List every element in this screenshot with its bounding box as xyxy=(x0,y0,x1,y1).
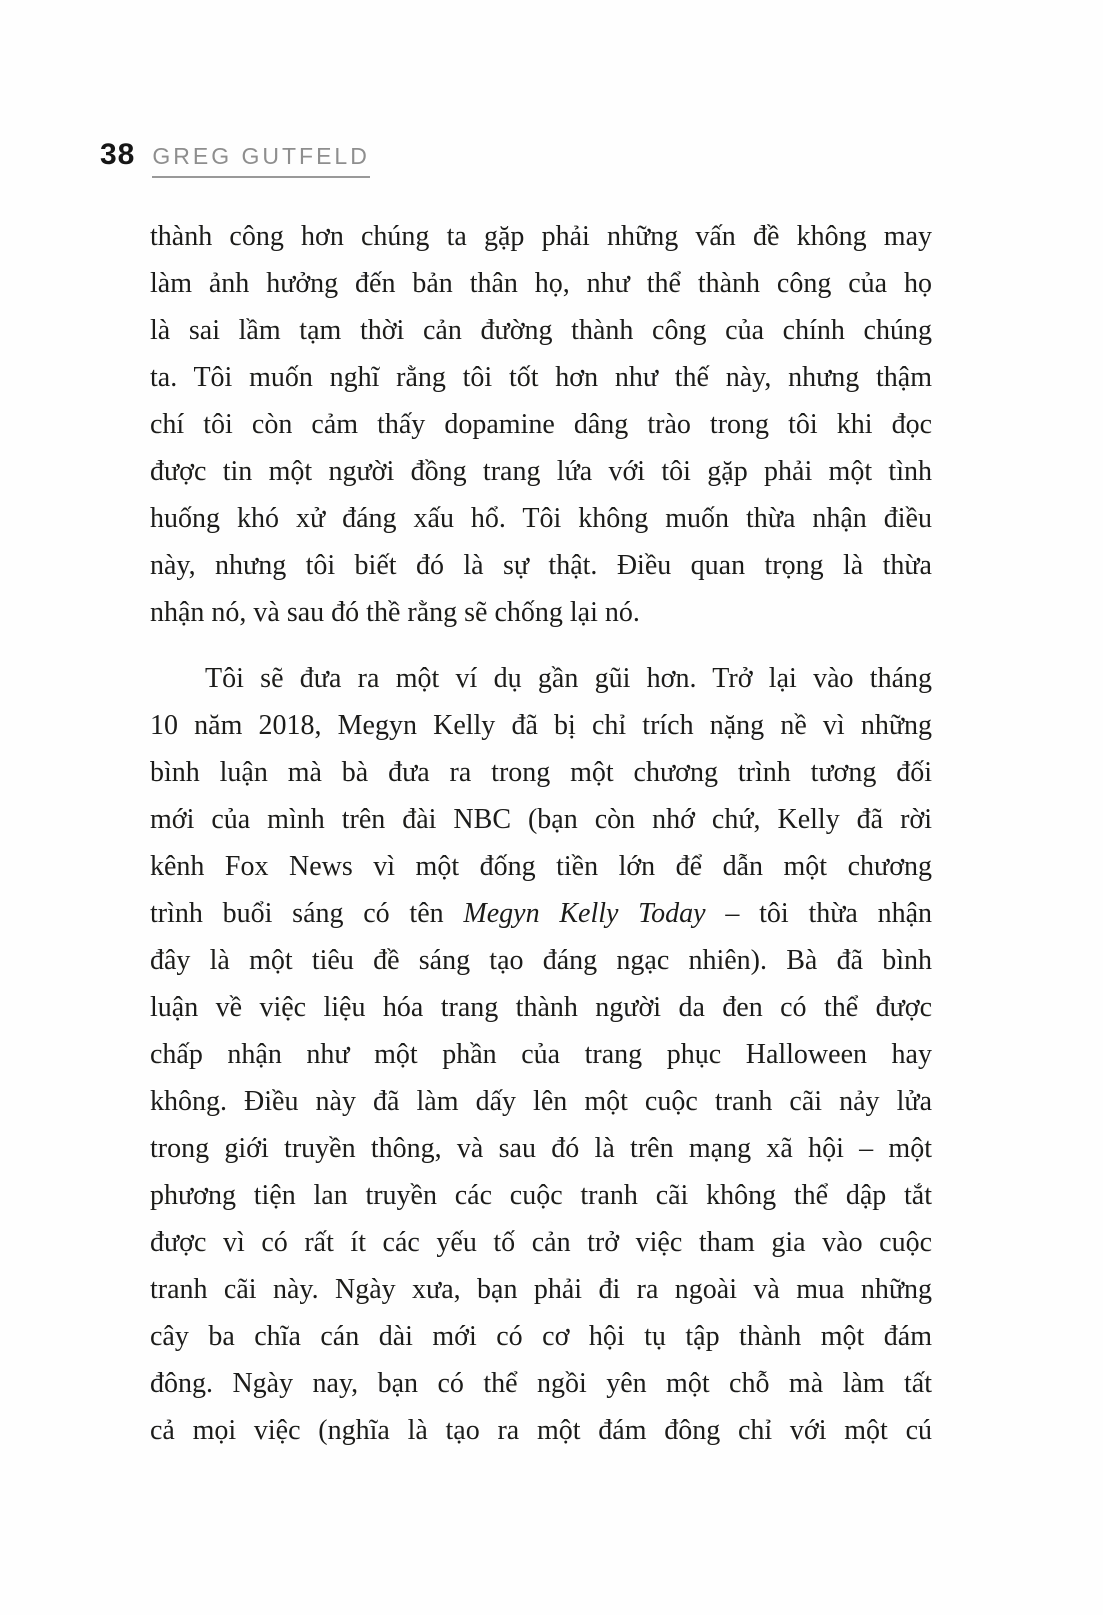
text-segment: Tôi sẽ đưa ra một ví dụ gần gũi hơn. Trở lại vào tháng xyxy=(205,663,932,694)
text-line xyxy=(150,1407,932,1454)
text-segment: không. Điều này đã làm dấy lên một cuộc tranh cãi nảy lửa xyxy=(150,1086,932,1117)
text-segment: là sai lầm tạm thời cản đường thành công của chính chúng xyxy=(150,315,932,346)
text-segment: huống khó xử đáng xấu hổ. Tôi không muốn thừa nhận điều xyxy=(150,503,932,534)
text-line xyxy=(150,655,932,702)
text-segment: đây là một tiêu đề sáng tạo đáng ngạc nhiên). Bà đã bình xyxy=(150,945,932,976)
text-line xyxy=(150,1266,932,1313)
text-line xyxy=(150,890,932,937)
text-line xyxy=(150,354,932,401)
text-line xyxy=(150,702,932,749)
page-number: 38 xyxy=(100,138,136,171)
text-segment: tranh cãi này. Ngày xưa, bạn phải đi ra ngoài và mua những xyxy=(150,1274,932,1305)
text-line xyxy=(150,448,932,495)
running-header-author: GREG GUTFELD xyxy=(152,143,369,178)
text-segment: luận về việc liệu hóa trang thành người da đen có thể được xyxy=(150,992,932,1023)
text-line xyxy=(150,1125,932,1172)
text-line xyxy=(150,495,932,542)
text-segment: này, nhưng tôi biết đó là sự thật. Điều quan trọng là thừa xyxy=(150,550,932,581)
text-segment: đông. Ngày nay, bạn có thể ngồi yên một chỗ mà làm tất xyxy=(150,1368,932,1399)
text-line xyxy=(150,1313,932,1360)
text-line xyxy=(150,1172,932,1219)
text-segment: được vì có rất ít các yếu tố cản trở việc tham gia vào cuộc xyxy=(150,1227,932,1258)
book-title-italic: Megyn Kelly Today xyxy=(463,898,706,929)
text-line xyxy=(150,307,932,354)
text-line xyxy=(150,589,932,636)
text-line xyxy=(150,401,932,448)
text-line xyxy=(150,843,932,890)
paragraph xyxy=(150,213,932,636)
body-text-block xyxy=(150,213,932,1454)
text-segment: chấp nhận như một phần của trang phục Halloween hay xyxy=(150,1039,932,1070)
text-segment: 10 năm 2018, Megyn Kelly đã bị chỉ trích nặng nề vì những xyxy=(150,710,932,741)
text-line xyxy=(150,1031,932,1078)
text-segment: cả mọi việc (nghĩa là tạo ra một đám đông chỉ với một cú xyxy=(150,1415,932,1446)
text-segment: bình luận mà bà đưa ra trong một chương trình tương đối xyxy=(150,757,932,788)
text-line xyxy=(150,213,932,260)
text-segment: ta. Tôi muốn nghĩ rằng tôi tốt hơn như thế này, nhưng thậm xyxy=(150,362,932,393)
text-segment: mới của mình trên đài NBC (bạn còn nhớ chứ, Kelly đã rời xyxy=(150,804,932,835)
text-line xyxy=(150,796,932,843)
text-line xyxy=(150,1360,932,1407)
text-line xyxy=(150,749,932,796)
text-line xyxy=(150,1219,932,1266)
paragraph xyxy=(150,655,932,1454)
text-line xyxy=(150,1078,932,1125)
page-header xyxy=(100,138,370,178)
text-segment: thành công hơn chúng ta gặp phải những vấn đề không may xyxy=(150,221,932,252)
text-segment: được tin một người đồng trang lứa với tôi gặp phải một tình xyxy=(150,456,932,487)
text-line xyxy=(150,937,932,984)
text-segment: kênh Fox News vì một đống tiền lớn để dẫn một chương xyxy=(150,851,932,882)
text-line xyxy=(150,260,932,307)
text-segment: nhận nó, và sau đó thề rằng sẽ chống lại nó. xyxy=(150,597,640,628)
text-segment: chí tôi còn cảm thấy dopamine dâng trào trong tôi khi đọc xyxy=(150,409,932,440)
text-segment: – tôi thừa nhận xyxy=(705,898,933,929)
text-line xyxy=(150,984,932,1031)
text-segment: trong giới truyền thông, và sau đó là trên mạng xã hội – một xyxy=(150,1133,932,1164)
text-line xyxy=(150,542,932,589)
text-segment: làm ảnh hưởng đến bản thân họ, như thể thành công của họ xyxy=(150,268,932,299)
text-segment: trình buổi sáng có tên xyxy=(150,898,464,929)
text-segment: cây ba chĩa cán dài mới có cơ hội tụ tập thành một đám xyxy=(150,1321,932,1352)
text-segment: phương tiện lan truyền các cuộc tranh cãi không thể dập tắt xyxy=(150,1180,932,1211)
